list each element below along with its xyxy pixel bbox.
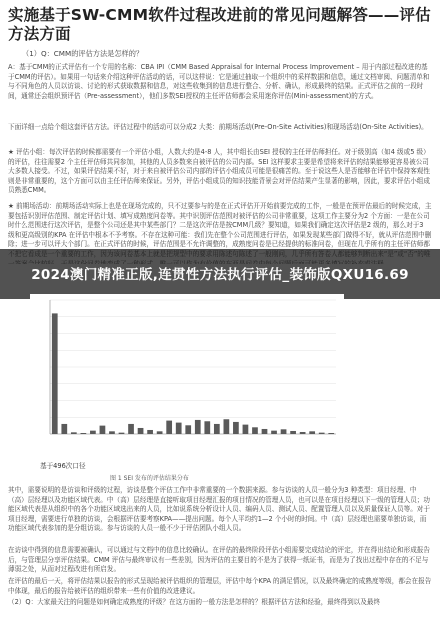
chart-bar (252, 427, 258, 434)
results-bar-chart (30, 294, 344, 444)
pre-onsite-paragraph: ★ 前期场活动：前期场活动实际上也是在现场完成的，只不过要参与的是在正式评估开开始前要完成的工作，一般是在预评估最后的时候完成，主要包括识别评估范围、制定评估计划、填写成熟度问卷等。其中识别评估范围对被评估的公司非常重要，这项工作主要分为2 个方面：一是在公司时什么范围进行这次评估，是整个公司还是其中某些部门？二是这次评估是按CMM几级？要知道，如果我们确定这次评估是2 级的，那么对于3 级和更高级别的KPA 在评估中根本不予考察。不存在这种可能：我们先在整个公司范围进行评估，如果发现某些部门做得不好，就从评估范围中删除；进一步可以评大个部门。在正式评估的时候，评估范围是不允许调整的，成熟度问卷是已经提供的标准问卷，但现在几乎所有的主任评估师都 (8, 202, 432, 249)
chart-bar (100, 426, 106, 434)
chart-bar (109, 431, 115, 434)
watermark-text: 2024澳门精准正版,连贯性方法执行评估_装饰版QXU16.69 (31, 267, 409, 283)
chart-bar (328, 433, 334, 434)
chart-bar (300, 432, 306, 434)
answer-paragraph: A：基于CMM的正式评估有一个专用的名称：CBA IPI（CMM Based Appraisal for Internal Process Improvement – 用于内部过程改进的基于CMM的评估）。如果用一句话来介绍这种评估活动的话，可以这样说：它是通过抽取一个组织中的采样数据和信息，通过文档审阅、问题清单和与不同角色的人员以访谈、讨论的形式获取数据和信息，对这些收集到的信息进行整合、分析、确认，形成最终的结果。正式评估之前的一段时间，通常还会组织预评估（Pre-assessment），他们多数SEI授权的主任评估师都会采用迷你评估(Mini-assessment)的方式。 (8, 63, 430, 100)
chart-bar (185, 425, 191, 434)
chart-bar (52, 313, 58, 434)
chart-bar (90, 431, 96, 434)
chart-bar (157, 431, 163, 434)
chart-bar (281, 429, 287, 434)
page-title: 实施基于SW-CMM软件过程改进前的常见问题解答——评估方法方面 (8, 6, 431, 43)
figure-caption: 图 1 SEI 发布的评估结果分布 (110, 475, 189, 482)
chart-bar (319, 433, 325, 434)
chart-bar (81, 433, 87, 434)
chart-bar (290, 431, 296, 434)
chart-bar (214, 424, 220, 434)
chart-bar (71, 432, 77, 434)
question-1: （1）Q：CMM的评估方法是怎样的？ (22, 49, 144, 58)
chart-bar (147, 430, 153, 434)
chart-bar (204, 421, 210, 434)
figure-label: 基于496次口径 (40, 462, 86, 470)
assessment-team-paragraph: ★ 评估小组：每次评估的时候都需要有一个评估小组，人数大约是4-8 人，其中组长由SEI 授权的主任评估师担任。对于级别高（如4 级或5 级）的评估，往往需要2 个主任评估师共同参加，其他的人员多数来自被评估的公司内部。SEI 这样要求主要是希望将来评估的结果能够更容易被公司大多数人接受。不过，如果评估结果不好，对于来自被评估公司内部的评估小组成员可能是很痛苦的。至于说这些人是否能够在评估中保持客观性则是非常重要的，这个方面可以由主任评估师来保证。另外，评估小组成员的知识技能背景会对评估结果产生显著的影响，因此，要求评估小组成员熟悉CMM。 (8, 148, 430, 195)
chart-bar (128, 424, 134, 434)
chart-bar (271, 431, 277, 434)
confirm-paragraph: 在访谈中得到的信息需要被确认，可以通过与文档中的信息比较确认。在评估的最终阶段评估小组需要完成结论的评定，并在得出结论和形成报告后，与管理层分享评估结果。CMM 评估与最终审议有一些差别，因为评估的主要目的不是为了获得一纸证书，而是为了找出过程中存在的不足与薄弱之处，从而对过程改进有所启发。 (8, 546, 430, 574)
chart-bar (224, 419, 230, 434)
question-2-paragraph: （2）Q：大家最关注的问题是如何确定成熟度的评级？在这方面的一般方法是怎样的？根据评估方法和经验，最终得到以及最终 (8, 598, 381, 606)
chart-bar (166, 421, 172, 434)
chart-bar (119, 433, 125, 434)
chart-bar (309, 431, 315, 434)
interview-paragraph: 其中，需要说明的是访谈和评级的过程，访谈是整个评估工作中非常重要的一个数据来源。参与访谈的人员一般分为3 种类型：项目经理、中（高）层经理以及功能区域代表。中（高）层经理是直接听取项目经理汇报的项目情况的管理人员，也可以是在项目经理以下一级的管理人员；功能区域代表是从组织中的各个功能区域选出来的人员，比如说系统分析设计人员、编码人员、测试人员、配置管理人员以及质量保证人员等。对于项目经理，需要进行单独的访谈，会根据评估要考察KPA——提出问题。每个人平均约1—2 个小时的时间。中（高）层经理也需要单独访谈，而功能区域代表参加的是分组访谈。参与访谈的人员一般不少于评估团队小组人员。 (8, 486, 430, 533)
chart-bar (195, 420, 201, 434)
chart-bar (233, 422, 239, 434)
chart-bar (61, 424, 67, 434)
chart-bar (138, 428, 144, 434)
chart-bar (243, 425, 249, 434)
phases-paragraph: 下面详细一点给个组这套评估方法。评估过程中的活动可以分成2 大类：前期场活动(Pre-On-Site Activities)和现场活动(On-Site Activities)。 (8, 123, 428, 131)
chart-bar (176, 423, 182, 434)
chart-bar (262, 429, 268, 434)
report-paragraph: 在评估的最后一天，将评估结果以报告的形式呈现给被评估组织的管理层，评估中每个KPA 的满足情况，以及最终确定的成熟度等级，都会在报告中体现，最后的报告给被评估的组织带来一些有价值的改进建议。 (8, 577, 432, 595)
